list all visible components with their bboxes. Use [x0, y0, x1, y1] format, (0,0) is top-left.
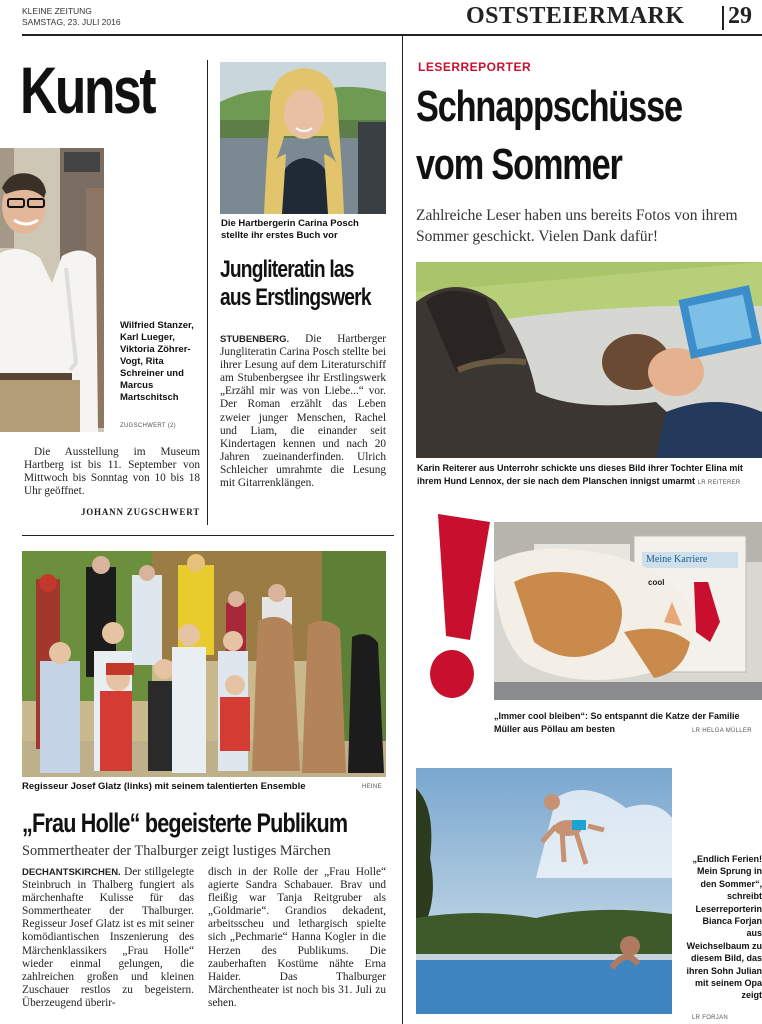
posch-headline: Jungliteratin las aus Erstlingswerk	[220, 256, 371, 311]
posch-text	[220, 333, 386, 490]
masthead-divider	[722, 6, 724, 30]
holle-photo	[22, 551, 386, 777]
column-divider-main	[402, 36, 403, 1024]
exclamation-icon	[424, 514, 492, 704]
posch-caption: Die Hartbergerin Carina Posch stellte ihr erstes Buch vor	[221, 218, 359, 241]
section-rule-left	[22, 535, 394, 536]
kunst-photo	[0, 148, 104, 432]
section-title: OSTSTEIERMARK	[466, 3, 685, 29]
posch-photo	[220, 62, 386, 214]
kunst-names: Wilfried Stanzer, Karl Lueger, Viktoria Zöhrer-Vogt, Rita Schreiner und Marcus Martschitsch	[120, 320, 194, 403]
cat-photo	[494, 522, 762, 700]
holle-credit: HEINE	[362, 784, 382, 790]
holle-subhead: Sommertheater der Thalburger zeigt lustiges Märchen	[22, 843, 331, 859]
holle-caption: Regisseur Josef Glatz (links) mit seinem talentierten Ensemble	[22, 781, 306, 792]
column-divider-kunst	[207, 60, 208, 525]
page-number: 29	[728, 3, 752, 29]
masthead-rule	[22, 34, 762, 36]
jump-caption: „Endlich Ferien! Mein Sprung in den Sommer“, schreibt Leserreporterin Bianca Forjan aus Weichselbaum zu diesem Bild, das ihren Sohn Julian mit seinem Opa zeigt	[686, 854, 762, 1001]
leser-intro: Zahlreiche Leser haben uns bereits Fotos von ihrem Sommer geschickt. Vielen Dank dafür!	[416, 207, 738, 245]
jump-photo	[416, 768, 672, 1014]
holle-headline: „Frau Holle“ begeisterte Publikum	[22, 808, 348, 838]
holle-col1-body: Der stillgelegte Steinbruch in Thalberg fungiert als märchenhafte Kulisse für das Sommertheater der Thalburger. Regisseur Josef Glatz ist es mit seiner komödiantischen Inszenierung des Märchenklassikers „Frau Holle“ wieder einmal gelungen, die zahlreichen großen und kleinen Zuschauer restlos zu begeistern. Überzeugend überir-	[22, 866, 195, 1009]
dog-photo	[416, 262, 762, 458]
kunst-credit: ZUGSCHWERT (2)	[120, 423, 176, 429]
newspaper-title: Meine Karriere	[646, 554, 708, 565]
posch-lead: STUBENBERG.	[220, 334, 290, 345]
leser-headline-1: Schnappschüsse	[416, 82, 682, 131]
dog-caption	[417, 462, 762, 489]
masthead-date: SAMSTAG, 23. JULI 2016	[22, 17, 121, 27]
masthead-paper: KLEINE ZEITUNG	[22, 6, 92, 16]
jump-credit: LR FORJAN	[692, 1015, 729, 1021]
kunst-text: Die Ausstellung im Museum Hartberg ist bis 11. September von Mittwoch bis Sonntag von 10 bis 18 Uhr geöffnet.	[24, 446, 200, 498]
holle-col2: disch in der Rolle der „Frau Holle“ agierte Sandra Schabauer. Brav und fleißig war Tanja Reitgruber als „Goldmarie“. Grandios dekadent, arbeitsscheu und lethargisch spielte sich „Pechmarie“ Hanna Kogler in die Herzen des Publikums. Die zauberhaften Kostüme nähte Erna Haider. Das Thalburger Märchentheater ist noch bis 31. Juli zu sehen.	[208, 866, 386, 1009]
dog-credit: LR REITERER	[697, 479, 741, 486]
dog-caption-text: Karin Reiterer aus Unterrohr schickte uns dieses Bild ihrer Tochter Elina mit ihrem Hund Lennox, der sie nach dem Planschen innigst umarmt	[417, 463, 743, 486]
leser-headline-2: vom Sommer	[416, 140, 622, 189]
cat-caption: „Immer cool bleiben“: So entspannt die Katze der Familie Müller aus Pöllau am besten	[494, 711, 740, 734]
holle-lead: DECHANTSKIRCHEN.	[22, 867, 121, 878]
newspaper-cool: cool	[648, 578, 665, 587]
kunst-author: JOHANN ZUGSCHWERT	[80, 507, 200, 517]
kunst-title: Kunst	[20, 53, 155, 127]
posch-body: Die Hartberger Jungliteratin Carina Posch stellte bei ihrer Lesung auf dem Literaturschiff am Stubenbergsee ihr Erstlingswerk „Erzähl mir was von Liebe...“ vor. Der Roman erzählt das Leben zweier junger Menschen, Rachel und Liam, die einander seit Kindertagen kennen und nach 20 Jahren zueinanderfinden. Ulrich Schleicher umrahmte die Lesung mit Gitarrenklängen.	[220, 333, 386, 490]
cat-credit: LR HELGA MÜLLER	[692, 728, 752, 734]
holle-col1	[22, 866, 194, 1010]
leser-kicker: LESERREPORTER	[418, 60, 532, 74]
